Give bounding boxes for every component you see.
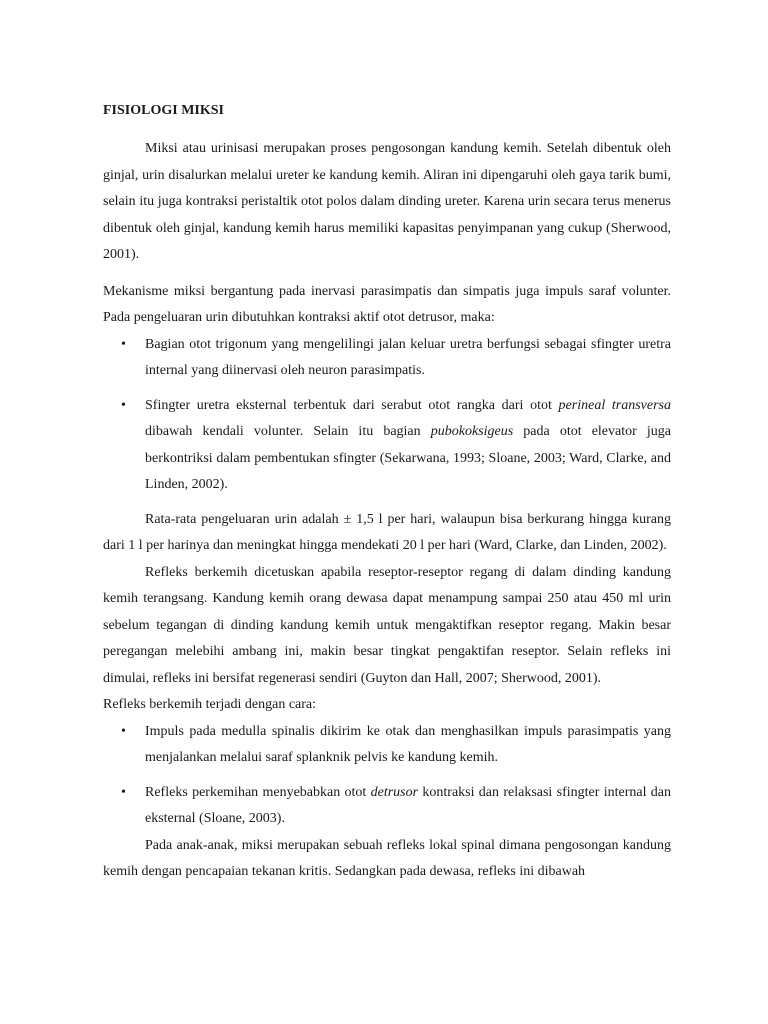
- paragraph-urine-output: Rata-rata pengeluaran urin adalah ± 1,5 l per hari, walaupun bisa berkurang hingga kurang dari 1 l per harinya dan meningkat hingga mendekati 20 l per hari (Ward, Clarke, dan Linden, 2002).: [103, 511, 671, 553]
- list-item: [103, 332, 671, 385]
- paragraph-reflex-steps-intro: Refleks berkemih terjadi dengan cara:: [103, 697, 317, 712]
- list-item: [103, 719, 671, 772]
- list-item-text: pada otot elevator juga berkontriksi dalam pembentukan sfingter (Sekarwana, 1993; Sloane, 2003; Ward, Clarke, and Linden, 2002).: [145, 424, 671, 492]
- italic-term: detrusor: [370, 784, 419, 800]
- reflex-list: [103, 719, 671, 833]
- document-page: [103, 102, 671, 886]
- mechanism-list: [103, 332, 671, 499]
- paragraph-reflex: Refleks berkemih dicetuskan apabila reseptor-reseptor regang di dalam dinding kandung kemih terangsang. Kandung kemih orang dewasa dapat menampung sampai 250 atau 450 ml urin sebelum tegangan di dinding kandung kemih untuk mengaktifkan reseptor regang. Makin besar peregangan melebihi ambang ini, makin besar tingkat pengaktifan reseptor. Selain refleks ini dimulai, refleks ini bersifat regenerasi sendiri (Guyton dan Hall, 2007; Sherwood, 2001).: [103, 564, 671, 686]
- list-item-text: Bagian otot trigonum yang mengelilingi jalan keluar uretra berfungsi sebagai sfingter uretra internal yang diinervasi oleh neuron parasimpatis.: [145, 336, 671, 378]
- list-item-text: Sfingter uretra eksternal terbentuk dari serabut otot rangka dari otot: [145, 397, 559, 413]
- list-item: [103, 393, 671, 499]
- list-item-text: dibawah kendali volunter. Selain itu bagian: [145, 424, 431, 439]
- italic-term: pubokoksigeus: [430, 424, 514, 439]
- bullet-icon: •: [121, 336, 126, 352]
- bullet-icon: •: [121, 723, 126, 739]
- italic-term: perineal transversa: [558, 397, 671, 413]
- bullet-icon: •: [121, 784, 126, 800]
- list-item: [103, 780, 671, 833]
- list-item-text: kontraksi dan relaksasi sfingter internal dan eksternal (Sloane, 2003).: [145, 784, 671, 826]
- bullet-icon: •: [121, 397, 126, 413]
- document-title: FISIOLOGI MIKSI: [103, 103, 224, 118]
- paragraph-miksi-definition: Miksi atau urinisasi merupakan proses pengosongan kandung kemih. Setelah dibentuk oleh ginjal, urin disalurkan melalui ureter ke kandung kemih. Aliran ini dipengaruhi oleh gaya tarik bumi, selain itu juga kontraksi peristaltik otot polos dalam dinding ureter. Karena urin secara terus menerus dibentuk oleh ginjal, kandung kemih harus memiliki kapasitas penyimpanan yang cukup (Sherwood, 2001).: [103, 141, 671, 262]
- list-item-text: Impuls pada medulla spinalis dikirim ke otak dan menghasilkan impuls parasimpatis yang menjalankan melalui saraf splanknik pelvis ke kandung kemih.: [145, 723, 671, 765]
- paragraph-mechanism: Mekanisme miksi bergantung pada inervasi parasimpatis dan simpatis juga impuls saraf volunter. Pada pengeluaran urin dibutuhkan kontraksi aktif otot detrusor, maka:: [103, 283, 671, 325]
- list-item-text: Refleks perkemihan menyebabkan otot: [145, 784, 371, 800]
- paragraph-children-adults: Pada anak-anak, miksi merupakan sebuah refleks lokal spinal dimana pengosongan kandung kemih dengan pencapaian tekanan kritis. Sedangkan pada dewasa, refleks ini dibawah: [103, 837, 671, 879]
